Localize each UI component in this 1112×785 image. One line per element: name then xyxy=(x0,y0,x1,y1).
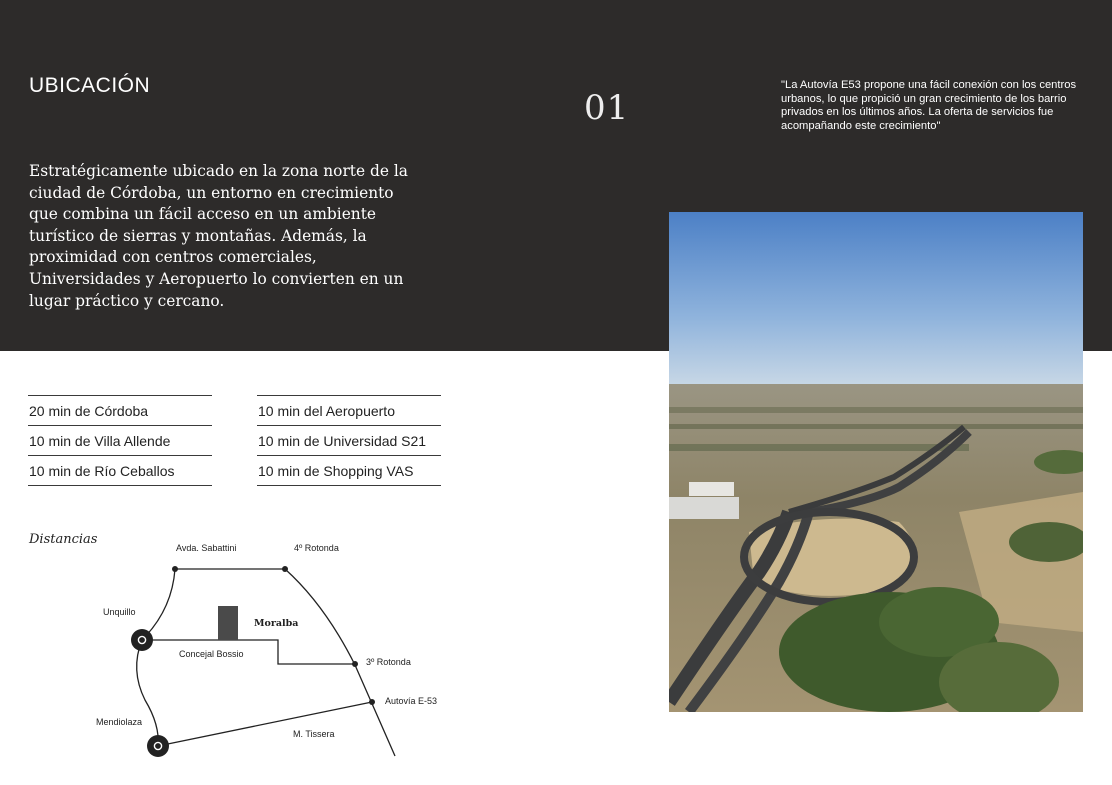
distance-item: 10 min de Shopping VAS xyxy=(257,455,441,486)
distance-item: 10 min de Río Ceballos xyxy=(28,455,212,486)
node-autovia xyxy=(369,699,375,705)
quote-text: "La Autovía E53 propone una fácil conexión con los centros urbanos, lo que propició un gran crecimiento de los barrio privados en los últimos años. La oferta de servicios fue acompañando este crecimiento" xyxy=(781,79,1077,132)
label-unquillo: Unquillo xyxy=(103,607,136,617)
label-rotonda3: 3º Rotonda xyxy=(366,657,411,667)
distance-item: 10 min de Universidad S21 xyxy=(257,425,441,455)
label-bossio: Concejal Bossio xyxy=(179,649,244,659)
page-title: UBICACIÓN xyxy=(29,74,151,97)
node-sabattini xyxy=(172,566,178,572)
distances-column-1 xyxy=(28,395,212,486)
intro-paragraph: Estratégicamente ubicado en la zona norte de la ciudad de Córdoba, un entorno en crecimiento que combina un fácil acceso en un ambiente turístico de sierras y montañas. Además, la proximidad con centros comerciales, Universidades y Aeropuerto lo convierten en un lugar práctico y cercano. xyxy=(29,162,408,310)
road-bossio xyxy=(142,640,355,664)
aerial-photo-illustration xyxy=(669,212,1083,712)
distances-column-2 xyxy=(257,395,441,486)
label-moralba: Moralba xyxy=(254,618,299,629)
label-autovia: Autovía E-53 xyxy=(385,696,438,706)
distance-item: 20 min de Córdoba xyxy=(28,395,212,425)
moralba-marker xyxy=(218,606,238,640)
distance-item: 10 min del Aeropuerto xyxy=(257,395,441,425)
map-title: Distancias xyxy=(29,532,98,547)
node-rotonda3 xyxy=(352,661,358,667)
unquillo-marker xyxy=(131,629,153,651)
node-rotonda4 xyxy=(282,566,288,572)
road-unquillo xyxy=(142,569,175,640)
label-sabattini: Avda. Sabattini xyxy=(176,543,237,553)
road-mendiolaza xyxy=(137,640,159,746)
label-rotonda4: 4º Rotonda xyxy=(294,543,339,553)
label-mendiolaza: Mendiolaza xyxy=(96,717,143,727)
aerial-photo xyxy=(669,212,1083,712)
distance-item: 10 min de Villa Allende xyxy=(28,425,212,455)
location-map xyxy=(90,530,450,770)
road-tissera xyxy=(158,702,372,746)
label-tissera: M. Tissera xyxy=(293,729,335,739)
mendiolaza-marker xyxy=(147,735,169,757)
page-number: 01 xyxy=(584,88,630,128)
